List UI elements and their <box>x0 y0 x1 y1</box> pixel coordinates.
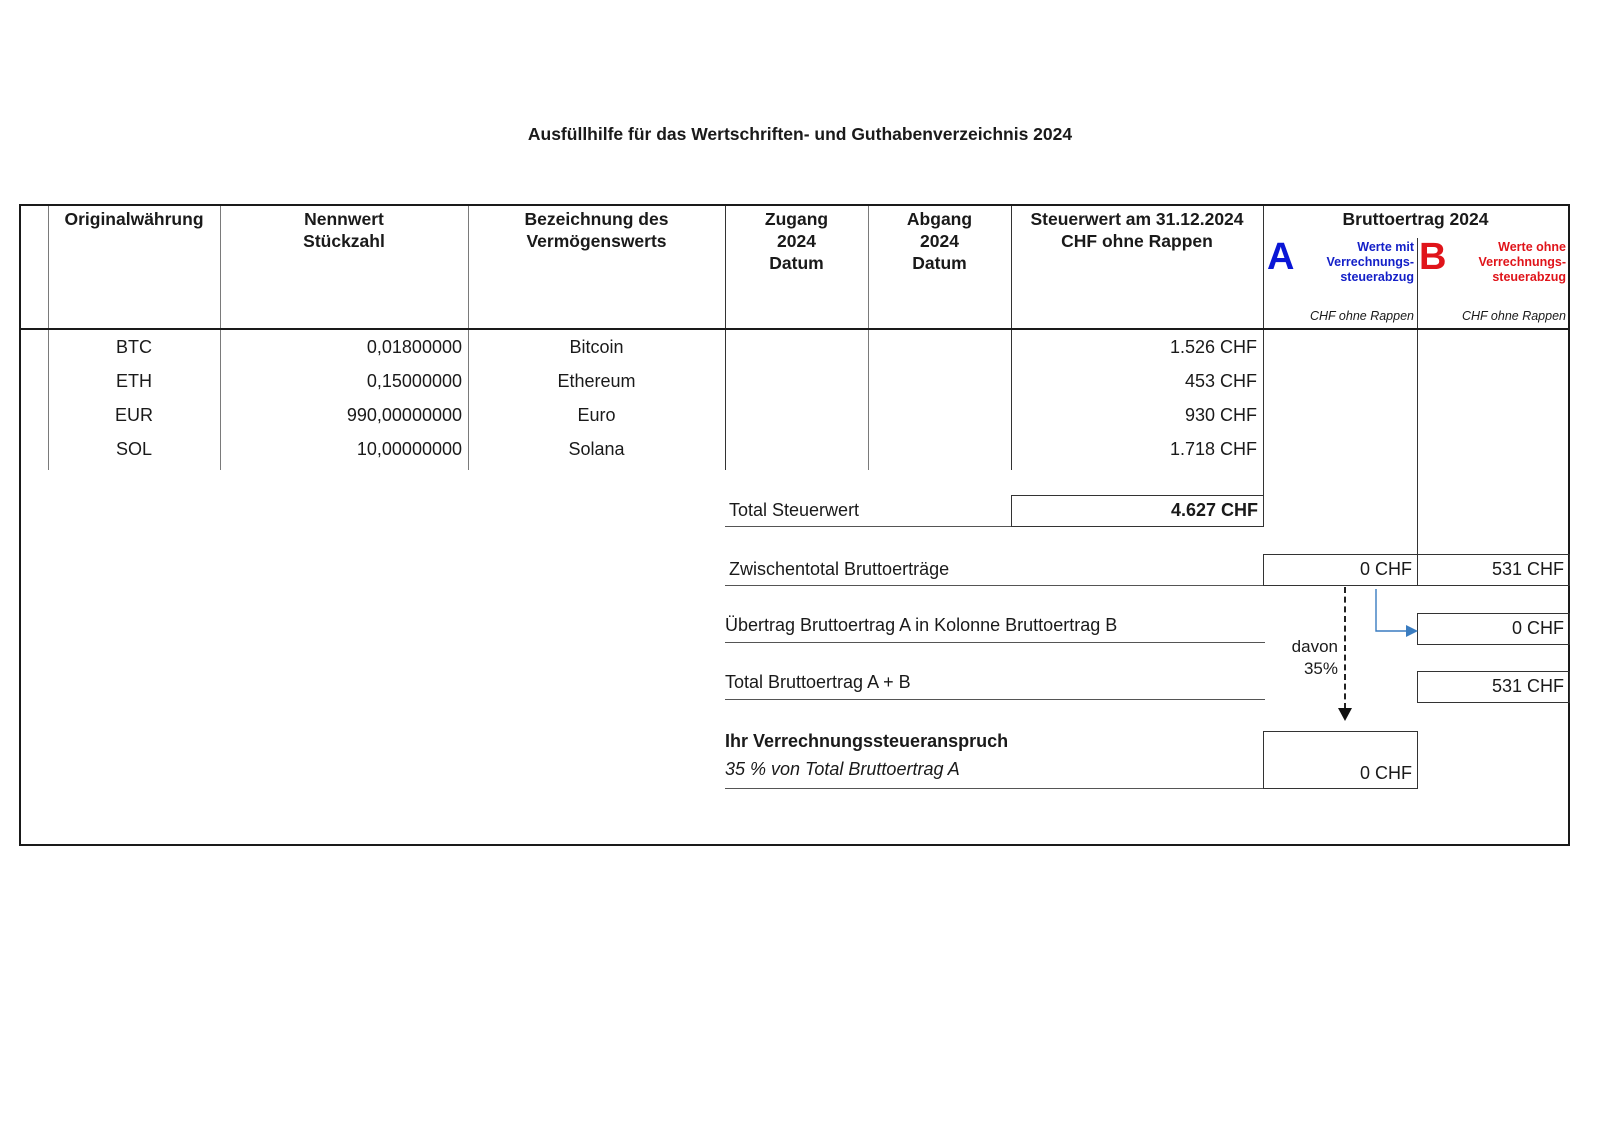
total-tax-value: 4.627 CHF <box>1170 500 1258 520</box>
dashed-connector <box>1344 587 1346 709</box>
header-separator <box>19 328 1570 330</box>
column-b-unit: CHF ohne Rappen <box>1461 309 1566 323</box>
claim-value: 0 CHF <box>1359 763 1412 783</box>
row-asset: Euro <box>577 405 616 425</box>
subtotal-label: Zwischentotal Bruttoerträge <box>729 559 950 579</box>
total-ab-b-value: 531 CHF <box>1491 676 1564 696</box>
row-asset: Bitcoin <box>569 337 624 357</box>
column-a-unit: CHF ohne Rappen <box>1309 309 1414 323</box>
subtotal-underline <box>725 585 1265 586</box>
header-zugang: Zugang 2024 Datum <box>764 209 829 273</box>
row-tax-value: 1.526 CHF <box>1169 337 1257 357</box>
header-asset: Bezeichnung des Vermögenswerts <box>524 209 669 251</box>
subtotal-a-value: 0 CHF <box>1359 559 1412 579</box>
total-tax-label: Total Steuerwert <box>729 500 860 520</box>
page-title: Ausfüllhilfe für das Wertschriften- und Guthabenverzeichnis 2024 <box>527 124 1073 144</box>
row-tax-value: 1.718 CHF <box>1169 439 1257 459</box>
header-abgang: Abgang 2024 Datum <box>906 209 973 273</box>
transfer-underline <box>725 642 1265 643</box>
header-currency: Originalwährung <box>64 209 204 229</box>
transfer-label: Übertrag Bruttoertrag A in Kolonne Bruttoertrag B <box>725 615 1118 635</box>
row-nominal: 0,15000000 <box>366 371 462 391</box>
col-divider <box>1417 238 1418 556</box>
transfer-b-value: 0 CHF <box>1511 618 1564 638</box>
column-b-letter: B <box>1419 236 1447 278</box>
row-tax-value: 453 CHF <box>1184 371 1257 391</box>
row-nominal: 10,00000000 <box>356 439 462 459</box>
row-tax-value: 930 CHF <box>1184 405 1257 425</box>
column-b-caption: Werte ohne Verrechnungs- steuerabzug <box>1478 240 1566 284</box>
davon-label: davon 35% <box>1291 637 1338 678</box>
claim-label: Ihr Verrechnungssteueranspruch <box>725 731 1009 751</box>
column-a-letter: A <box>1267 236 1295 278</box>
row-currency: BTC <box>116 337 152 357</box>
transfer-arrow-icon <box>1372 587 1422 643</box>
claim-sublabel: 35 % von Total Bruttoertrag A <box>725 759 960 779</box>
total-tax-underline <box>725 526 1013 527</box>
col-divider <box>1263 206 1264 526</box>
claim-underline <box>725 788 1265 789</box>
header-nominal: Nennwert Stückzahl <box>303 209 385 251</box>
row-currency: SOL <box>115 439 153 459</box>
arrow-down-icon <box>1337 707 1353 723</box>
subtotal-b-value: 531 CHF <box>1491 559 1564 579</box>
total-ab-underline <box>725 699 1265 700</box>
total-ab-label: Total Bruttoertrag A + B <box>725 672 911 692</box>
row-currency: ETH <box>116 371 152 391</box>
row-asset: Solana <box>568 439 625 459</box>
row-nominal: 990,00000000 <box>346 405 462 425</box>
row-asset: Ethereum <box>557 371 636 391</box>
row-currency: EUR <box>114 405 153 425</box>
column-a-caption: Werte mit Verrechnungs- steuerabzug <box>1326 240 1414 284</box>
header-steuerwert: Steuerwert am 31.12.2024 CHF ohne Rappen <box>1030 209 1244 251</box>
header-bruttoertrag: Bruttoertrag 2024 <box>1342 209 1489 229</box>
row-nominal: 0,01800000 <box>366 337 462 357</box>
